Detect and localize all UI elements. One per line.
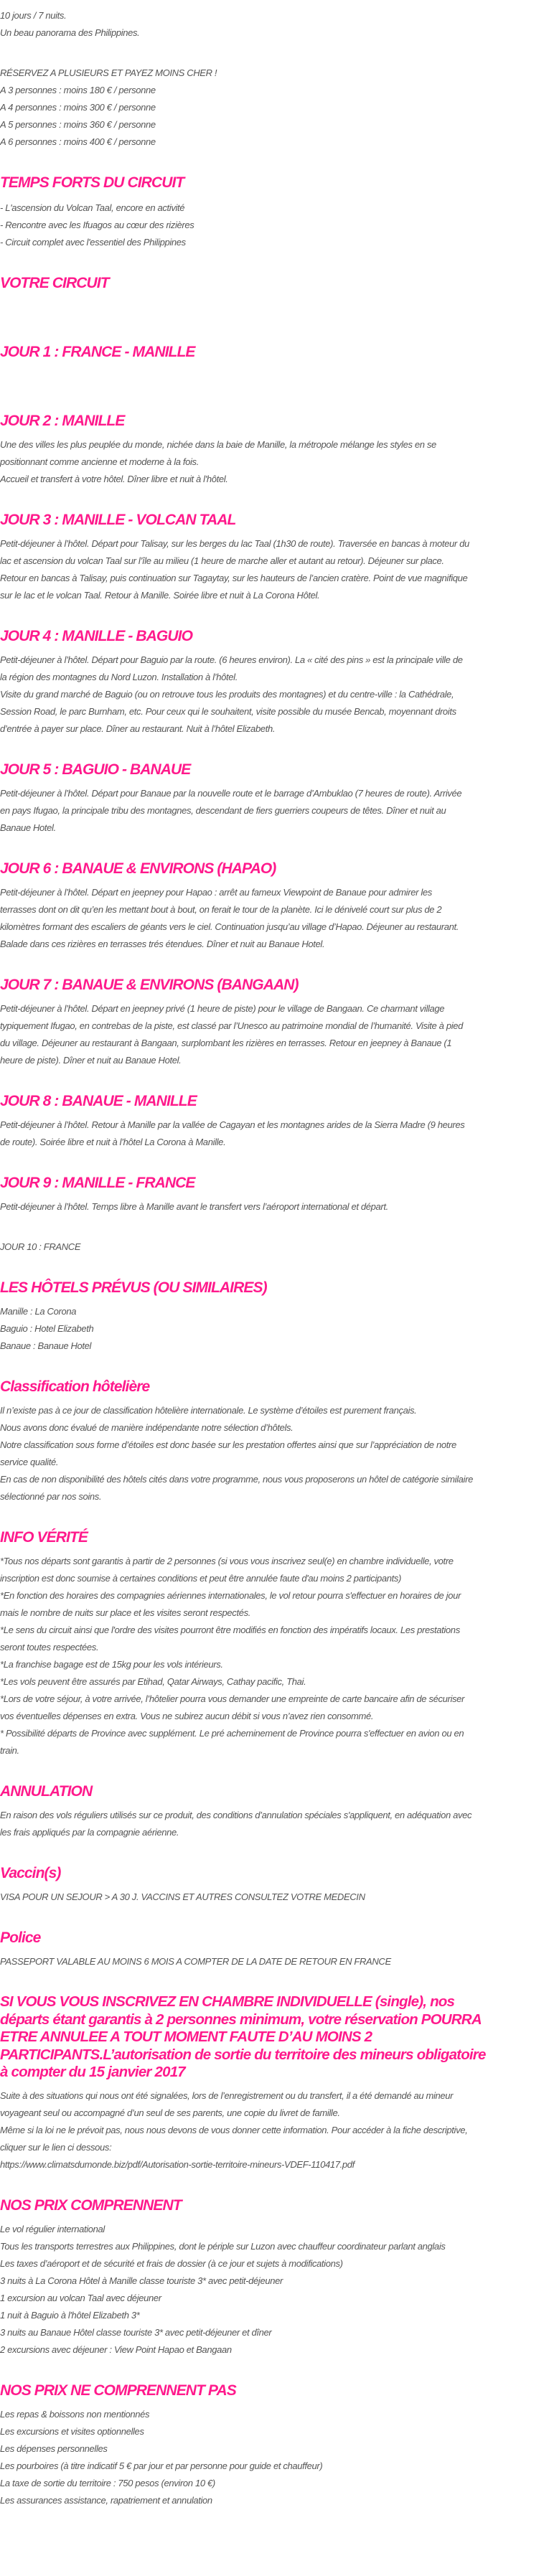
group-discount-title: RÉSERVEZ A PLUSIEURS ET PAYEZ MOINS CHER ! <box>0 67 217 78</box>
day-description: Petit-déjeuner à l’hôtel. Départ en jeepney pour Hapao : arrêt au fameux Viewpoint de Banaue pour admirer les terrasses dont on dit qu’en les mettant bout à bout, on ferait le tour de la planète. Ici le dénivelé court sur plus de 2 kilomètres formant des escaliers de géants vers le ciel. Continuation jusqu’au village d’Hapao. Déjeuner au restaurant. Balade dans ces rizières en terrasses trés étendues. Dîner et nuit au Banaue Hotel. <box>0 887 459 949</box>
list-item: Les excursions et visites optionnelles <box>0 2425 144 2437</box>
itinerary-section <box>0 274 544 1256</box>
not-included-section <box>0 2382 544 2509</box>
annulation-heading: ANNULATION <box>0 1783 93 1800</box>
single-notice-heading: SI VOUS VOUS INSCRIVEZ EN CHAMBRE INDIVIDUELLE (single), nos départs étant garantis à 2 personnes minimum, votre réservation POURRA ETRE ANNULEE A TOUT MOMENT FAUTE D’AU MOINS 2 PARTICIPANTS.L’autorisation de sortie du territoire des mineurs obligatoire à compter du 15 janvier 2017 <box>0 1993 486 2080</box>
day-6 <box>0 860 544 953</box>
day-3 <box>0 511 544 604</box>
day-heading: JOUR 1 : FRANCE - MANILLE <box>0 344 195 360</box>
day-description: Petit-déjeuner à l’hôtel. Départ en jeepney privé (1 heure de piste) pour le village de Bangaan. Ce charmant village typiquement Ifugao, en contrebas de la piste, est classé par l’Unesco au patrimoine mondial de l’humanité. Visite à pied du village. Déjeuner au restaurant à Bangaan, surplombant les rizières en terrasses. Retour en jeepney à Banaue (1 heure de piste). Dîner et nuit au Banaue Hotel. <box>0 1003 463 1066</box>
intro-section <box>0 7 544 42</box>
day-heading: JOUR 4 : MANILLE - BAGUIO <box>0 628 193 644</box>
day-heading: JOUR 9 : MANILLE - FRANCE <box>0 1175 195 1191</box>
list-item: 1 nuit à Baguio à l'hôtel Elizabeth 3* <box>0 2309 140 2321</box>
group-discount-section <box>0 65 544 151</box>
list-item: Les assurances assistance, rapatriement et annulation <box>0 2494 212 2506</box>
list-item: A 3 personnes : moins 180 € / personne <box>0 85 156 95</box>
list-item: 3 nuits au Banaue Hôtel classe touriste 3* avec petit-déjeuner et dîner <box>0 2326 272 2338</box>
day-heading: JOUR 6 : BANAUE & ENVIRONS (HAPAO) <box>0 860 276 877</box>
day-description: Petit-déjeuner à l’hôtel. Départ pour Talisay, sur les berges du lac Taal (1h30 de route). Traversée en bancas à moteur du lac et ascension du volcan Taal sur l’île au milieu (1 heure de marche aller et autant au retour). Déjeuner sur place. Retour en bancas à Talisay, puis continuation sur Tagaytay, sur les hauteurs de l’ancien cratère. Point de vue magnifique sur le lac et le volcan Taal. Retour à Manille. Soirée libre et nuit à La Corona Hôtel. <box>0 538 469 601</box>
single-notice-text: Suite à des situations qui nous ont été signalées, lors de l’enregistrement ou du transfert, il a été demandé au mineur voyageant seul ou accompagné d’un seul de ses parents, une copie du livret de famille. Même si la loi ne le prévoit pas, nous nous devons de vous donner cette information. Pour accéder à la fiche descriptive, cliquer sur le lien ci dessous: https://www.climatsdumonde.biz/pdf/Autorisation-sortie-territoire-mineurs-VDEF-110417.pdf <box>0 2087 544 2173</box>
itinerary-heading: VOTRE CIRCUIT <box>0 275 109 291</box>
police-heading: Police <box>0 1929 41 1946</box>
info-verite-section <box>0 1528 544 1759</box>
list-item: Manille : La Corona <box>0 1306 77 1317</box>
not-included-heading: NOS PRIX NE COMPRENNENT PAS <box>0 2382 236 2399</box>
list-item: Le vol régulier international <box>0 2223 105 2234</box>
list-item: - Rencontre avec les Ifuagos au cœur des rizières <box>0 220 194 230</box>
group-discount-list <box>0 82 544 151</box>
included-heading: NOS PRIX COMPRENNENT <box>0 2196 182 2214</box>
list-item: Banaue : Banaue Hotel <box>0 1340 92 1351</box>
day-description: Petit-déjeuner à l’hôtel. Départ pour Banaue par la nouvelle route et le barrage d’Ambuklao (7 heures de route). Arrivée en pays Ifugao, la principale tribu des montagnes, descendant de fiers guerriers coupeurs de têtes. Dîner et nuit au Banaue Hotel. <box>0 788 462 833</box>
info-verite-heading: INFO VÉRITÉ <box>0 1529 88 1546</box>
list-item: A 6 personnes : moins 400 € / personne <box>0 136 156 147</box>
list-item: 1 excursion au volcan Taal avec déjeuner <box>0 2292 161 2303</box>
day-heading: JOUR 8 : BANAUE - MANILLE <box>0 1093 197 1109</box>
day-9 <box>0 1174 544 1216</box>
day-8 <box>0 1092 544 1151</box>
included-section <box>0 2196 544 2359</box>
day-4 <box>0 627 544 738</box>
highlights-list <box>0 199 544 251</box>
annulation-section <box>0 1782 544 1841</box>
day-heading: JOUR 7 : BANAUE & ENVIRONS (BANGAAN) <box>0 977 299 993</box>
not-included-list <box>0 2406 544 2509</box>
day-10-text: JOUR 10 : FRANCE <box>0 1241 81 1252</box>
list-item: Les repas & boissons non mentionnés <box>0 2408 150 2420</box>
list-item: Les taxes d’aéroport et de sécurité et frais de dossier (à ce jour et sujets à modifications) <box>0 2257 343 2269</box>
day-5 <box>0 761 544 837</box>
list-item: 3 nuits à La Corona Hôtel à Manille classe touriste 3* avec petit-déjeuner <box>0 2275 283 2286</box>
hotels-heading: LES HÔTELS PRÉVUS (OU SIMILAIRES) <box>0 1279 267 1296</box>
list-item: - Circuit complet avec l'essentiel des Philippines <box>0 237 186 248</box>
hotels-list <box>0 1303 544 1355</box>
included-list <box>0 2221 544 2359</box>
list-item: Tous les transports terrestres aux Philippines, dont le périple sur Luzon avec chauffeur coordinateur parlant anglais <box>0 2240 446 2252</box>
info-verite-text: *Tous nos départs sont garantis à partir de 2 personnes (si vous vous inscrivez seul(e) en chambre individuelle, votre inscription est donc soumise à certaines conditions et peut être annulée faute d'au moins 2 participants) *En fonction des horaires des compagnies aériennes internationales, le vol retour pourra s'effectuer en horaires de jour mais le nombre de nuits sur place et les visites seront respectés. *Le sens du circuit ainsi que l'ordre des visites pourront être modifiés en fonction des impératifs locaux. Les prestations seront toutes respectées. *La franchise bagage est de 15kg pour les vols intérieurs. *Les vols peuvent être assurés par Etihad, Qatar Airways, Cathay pacific, Thai. *Lors de votre séjour, à votre arrivée, l’hôtelier pourra vous demander une empreinte de carte bancaire afin de sécuriser vos éventuelles dépenses en extra. Vous ne subirez aucun débit si vous n’avez rien consommé. * Possibilité départs de Province avec supplément. Le pré acheminement de Province pourra s'effectuer en avion ou en train. <box>0 1556 465 1756</box>
vaccins-heading: Vaccin(s) <box>0 1865 61 1881</box>
classification-heading: Classification hôtelière <box>0 1378 150 1395</box>
day-7 <box>0 976 544 1069</box>
list-item: A 5 personnes : moins 360 € / personne <box>0 119 156 130</box>
classification-section <box>0 1378 544 1505</box>
list-item: A 4 personnes : moins 300 € / personne <box>0 102 156 113</box>
single-notice-section <box>0 1993 544 2173</box>
police-section <box>0 1929 544 1970</box>
vaccins-text: VISA POUR UN SEJOUR > A 30 J. VACCINS ET AUTRES CONSULTEZ VOTRE MEDECIN <box>0 1891 365 1902</box>
day-description: Petit-déjeuner à l’hôtel. Départ pour Baguio par la route. (6 heures environ). La « cité des pins » est la principale ville de la région des montagnes du Nord Luzon. Installation à l’hôtel. Visite du grand marché de Baguio (ou on retrouve tous les produits des montagnes) et du centre-ville : la Cathédrale, Session Road, le parc Burnham, etc. Pour ceux qui le souhaitent, visite possible du musée Bencab, moyennant droits d’entrée à payer sur place. Dîner au restaurant. Nuit à l’hôtel Elizabeth. <box>0 654 463 734</box>
list-item: Baguio : Hotel Elizabeth <box>0 1323 94 1334</box>
day-2 <box>0 412 544 488</box>
tagline-text: Un beau panorama des Philippines. <box>0 27 140 38</box>
highlights-heading: TEMPS FORTS DU CIRCUIT <box>0 174 184 191</box>
day-heading: JOUR 3 : MANILLE - VOLCAN TAAL <box>0 512 236 528</box>
list-item: La taxe de sortie du territoire : 750 pesos (environ 10 €) <box>0 2477 215 2488</box>
list-item: - L'ascension du Volcan Taal, encore en activité <box>0 202 185 213</box>
day-heading: JOUR 5 : BAGUIO - BANAUE <box>0 761 191 778</box>
minor-authorization-link[interactable]: https://www.climatsdumonde.biz/pdf/Autorisation-sortie-territoire-mineurs-VDEF-110417.pdf <box>0 2158 355 2170</box>
hotels-section <box>0 1279 544 1355</box>
day-description: Petit-déjeuner à l’hôtel. Temps libre à Manille avant le transfert vers l’aéroport international et départ. <box>0 1201 388 1212</box>
day-heading: JOUR 2 : MANILLE <box>0 413 125 429</box>
vaccins-section <box>0 1864 544 1906</box>
list-item: 2 excursions avec déjeuner : View Point Hapao et Bangaan <box>0 2344 232 2355</box>
classification-text: Il n’existe pas à ce jour de classification hôtelière internationale. Le système d’étoiles est purement français. Nous avons donc évalué de manière indépendante notre sélection d’hôtels. Notre classification sous forme d’étoiles est donc basée sur les prestation offertes ainsi que sur l’appréciation de notre service qualité. En cas de non disponibilité des hôtels cités dans votre programme, nous vous proposerons un hôtel de catégorie similaire sélectionné par nos soins. <box>0 1405 473 1502</box>
list-item: Les dépenses personnelles <box>0 2443 108 2454</box>
duration-text: 10 jours / 7 nuits. <box>0 10 67 21</box>
list-item: Les pourboires (à titre indicatif 5 € par jour et par personne pour guide et chauffeur) <box>0 2460 323 2471</box>
highlights-section <box>0 174 544 251</box>
police-text: PASSEPORT VALABLE AU MOINS 6 MOIS A COMPTER DE LA DATE DE RETOUR EN FRANCE <box>0 1956 391 1967</box>
day-description: Une des villes les plus peuplée du monde, nichée dans la baie de Manille, la métropole mélange les styles en se positionnant comme ancienne et moderne à la fois. Accueil et transfert à votre hôtel. Dîner libre et nuit à l'hôtel. <box>0 439 436 484</box>
day-description: Petit-déjeuner à l’hôtel. Retour à Manille par la vallée de Cagayan et les montagnes arides de la Sierra Madre (9 heures de route). Soirée libre et nuit à l’hôtel La Corona à Manille. <box>0 1119 465 1147</box>
annulation-text: En raison des vols réguliers utilisés sur ce produit, des conditions d’annulation spéciales s'appliquent, en adéquation avec les frais appliqués par la compagnie aérienne. <box>0 1810 472 1838</box>
day-1 <box>0 343 544 362</box>
